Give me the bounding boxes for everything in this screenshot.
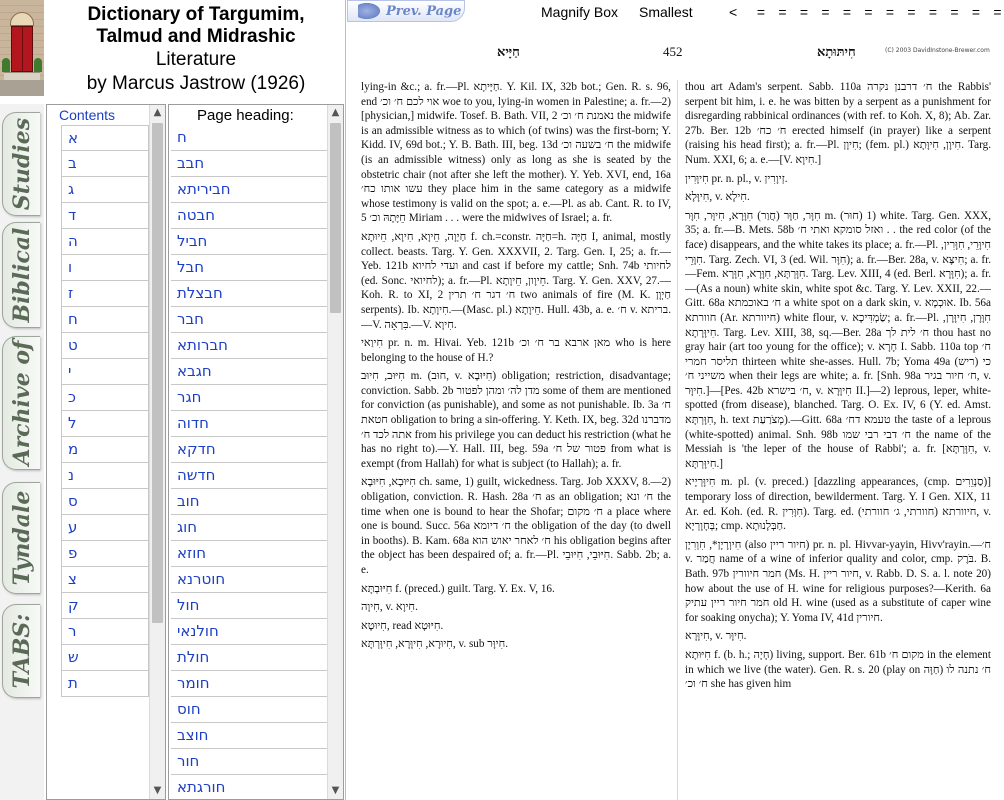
- page-heading-link[interactable]: חול: [177, 596, 200, 614]
- zoom-step-link[interactable]: =: [993, 4, 1002, 20]
- list-item[interactable]: [171, 125, 327, 151]
- list-item[interactable]: [61, 645, 149, 671]
- list-item[interactable]: [61, 463, 149, 489]
- list-item[interactable]: [61, 437, 149, 463]
- letter-link[interactable]: ז: [68, 284, 74, 302]
- zoom-step-link[interactable]: =: [799, 4, 809, 20]
- title-line-4: by Marcus Jastrow (1926): [86, 73, 306, 94]
- page-heading-link[interactable]: חברותא: [177, 336, 228, 354]
- list-item[interactable]: [61, 593, 149, 619]
- zoom-step-link[interactable]: =: [885, 4, 895, 20]
- letter-link[interactable]: א: [68, 129, 79, 147]
- zoom-step-link[interactable]: =: [950, 4, 959, 20]
- letter-link[interactable]: ב: [68, 154, 77, 172]
- page-heading-link[interactable]: חוג: [177, 518, 198, 536]
- page-heading-link[interactable]: חור: [177, 752, 200, 770]
- list-item[interactable]: [171, 255, 327, 281]
- page-heading-link[interactable]: חוטרנא: [177, 570, 226, 588]
- site-logo[interactable]: [0, 0, 44, 96]
- list-item[interactable]: [171, 593, 327, 619]
- page-heading-link[interactable]: חדוה: [177, 414, 209, 432]
- zoom-step-link[interactable]: =: [842, 4, 852, 20]
- list-item[interactable]: [61, 411, 149, 437]
- tab-studies[interactable]: Studies: [2, 112, 40, 216]
- letter-link[interactable]: פ: [68, 544, 78, 562]
- page-heading-link[interactable]: חורגתא: [177, 778, 226, 796]
- contents-scrollbar[interactable]: [149, 105, 165, 799]
- list-item[interactable]: [171, 619, 327, 645]
- list-item[interactable]: [61, 333, 149, 359]
- list-item[interactable]: [61, 203, 149, 229]
- page-heading-title: Page heading:: [197, 107, 294, 124]
- tab-archive-of[interactable]: Archive of: [2, 336, 40, 470]
- tab-tyndale[interactable]: Tyndale: [2, 482, 40, 594]
- page-heading-link[interactable]: חביריתא: [177, 180, 231, 198]
- dictionary-entry: חִיוּרָא, חִיוָּרָא, חִיוָּרְתָּא, v. sub חִיוָּר.: [361, 638, 509, 651]
- list-item[interactable]: [61, 619, 149, 645]
- page-toolbar: [347, 0, 1004, 24]
- tab-tabs[interactable]: TABS:: [2, 604, 40, 698]
- list-item[interactable]: [171, 359, 327, 385]
- scroll-down-arrow-icon[interactable]: ▼: [153, 785, 162, 796]
- list-item[interactable]: [171, 645, 327, 671]
- page-heading-link[interactable]: חבל: [177, 258, 204, 276]
- list-item[interactable]: [61, 177, 149, 203]
- letter-link[interactable]: כ: [68, 388, 76, 406]
- list-item[interactable]: [61, 541, 149, 567]
- zoom-step-link[interactable]: =: [778, 4, 787, 20]
- dictionary-entry: חִיוּטָא, read חִיּוּטָא.: [361, 619, 444, 632]
- page-heading-link[interactable]: חבצלת: [177, 284, 223, 302]
- dictionary-entry: חִיוְרָיָן*, חִוְרִיָן (also חיור ריין) pr. n. pl. Hivvar-yayin, Hivv'rayin.—ח׳ v. חֲמַר name of a wine of inferior quality and color, cmp. בֹּרֶק. B. Bath. 97b חמר חיוורין (Ms. H. חיור ריין, v. Rabb. D. S. a. l. note 20) how about the use of H. wine for religious purposes?—Kerith. 6a חמר חיור ריין עתיק old H. wine (used as a substitute of caper wine for soaking onycha); Y. Yoma IV, 41d חיורין.: [685, 538, 991, 624]
- scroll-thumb[interactable]: [330, 123, 341, 313]
- zoom-step-link[interactable]: =: [756, 4, 766, 20]
- list-item[interactable]: [171, 151, 327, 177]
- letter-link[interactable]: ה: [68, 232, 78, 250]
- letter-link[interactable]: נ: [68, 466, 75, 484]
- list-item[interactable]: [61, 125, 149, 151]
- scroll-up-arrow-icon[interactable]: ▲: [331, 107, 340, 118]
- prev-page-icon: [358, 3, 380, 19]
- zoom-step-link[interactable]: =: [907, 4, 916, 20]
- dictionary-page: [347, 40, 1004, 800]
- letter-link[interactable]: ל: [68, 414, 77, 432]
- smallest-link[interactable]: Smallest: [639, 4, 693, 20]
- list-item[interactable]: [61, 307, 149, 333]
- list-item[interactable]: [61, 515, 149, 541]
- page-heading-link[interactable]: חולנאי: [177, 622, 219, 640]
- page-heading-link[interactable]: חולת: [177, 648, 210, 666]
- right-frame: [347, 0, 1004, 800]
- list-item[interactable]: [61, 489, 149, 515]
- letter-link[interactable]: ד: [68, 206, 77, 224]
- list-item[interactable]: [171, 307, 327, 333]
- page-header: [347, 44, 1004, 66]
- letter-link[interactable]: ג: [68, 180, 75, 198]
- scroll-up-arrow-icon[interactable]: ▲: [153, 107, 162, 118]
- list-item[interactable]: [171, 515, 327, 541]
- list-item[interactable]: [171, 333, 327, 359]
- tab-biblical[interactable]: Biblical: [2, 222, 40, 328]
- list-item[interactable]: [171, 385, 327, 411]
- page-heading-pane: [168, 104, 344, 800]
- letter-link[interactable]: מ: [68, 440, 79, 458]
- list-item[interactable]: [61, 151, 149, 177]
- list-item[interactable]: [171, 411, 327, 437]
- page-heading-link[interactable]: ח: [177, 128, 187, 146]
- list-item[interactable]: [171, 203, 327, 229]
- zoom-step-link[interactable]: =: [864, 4, 873, 20]
- list-item[interactable]: [61, 255, 149, 281]
- dictionary-entry: חִיוָּרִין pr. n. pl., v. זְיוָרִין.: [685, 172, 788, 185]
- column-divider: [677, 80, 678, 800]
- page-heading-right: חִיתּוּתָא: [817, 45, 856, 60]
- page-heading-left: חַיָּיא: [497, 45, 520, 60]
- title-line-3: Literature: [155, 49, 237, 70]
- copyright-notice: (C) 2003 DavidInstone-Brewer.com: [885, 47, 990, 54]
- dictionary-entry: חִיּוּתָא f. (b. h.; חָיָה) living, support. Ber. 61b מקום ח׳ in the element in which we live (the water). Gen. R. s. 20 (play on חַוָּה) ח׳ נתנה לו ח׳ וכ׳ she has given him: [685, 648, 991, 691]
- side-tabs: [0, 104, 44, 800]
- scroll-down-arrow-icon[interactable]: ▼: [331, 785, 340, 796]
- page-heading-link[interactable]: חומר: [177, 674, 210, 692]
- list-item[interactable]: [171, 541, 327, 567]
- left-frame: [0, 0, 346, 800]
- dictionary-entry: חִיּוּבְתָּא f. (preced.) guilt. Targ. Y. Ex. V, 16.: [361, 582, 555, 595]
- list-item[interactable]: [171, 437, 327, 463]
- page-heading-link[interactable]: חבר: [177, 310, 204, 328]
- right-column: [685, 80, 991, 800]
- zoom-step-link[interactable]: =: [971, 4, 981, 20]
- letter-link[interactable]: ח: [68, 310, 78, 328]
- list-item[interactable]: [171, 177, 327, 203]
- page-heading-link[interactable]: חדקא: [177, 440, 216, 458]
- dictionary-entry: חִיּוּבָא, חִיּוּבָא ch. same, 1) guilt, wickedness. Targ. Job XXXV, 8.—2) obligation, conviction. R. Hash. 28a ח׳ as an obligation; ח׳ ונא the time when one is bound to hear the Shofar; ח׳ מקום a place where one is bound. Succ. 56a ח׳ דיומא the obligation of the day (to dwell in booths). B. Kam. 68a ח׳ לאחר יאוש הוא his obligation begins after the object has been despaired of; a. fr.—Pl. חִיּוּבֵי, חִיּוּבֵי. Sabb. 2b; a. e.: [361, 476, 671, 576]
- list-item[interactable]: [171, 671, 327, 697]
- book-title: [46, 4, 346, 96]
- list-item[interactable]: [61, 359, 149, 385]
- letter-link[interactable]: י: [68, 362, 72, 380]
- list-item[interactable]: [171, 229, 327, 255]
- letter-link[interactable]: ס: [68, 492, 78, 510]
- page-heading-link[interactable]: חוס: [177, 700, 201, 718]
- page-heading-link[interactable]: חביל: [177, 232, 208, 250]
- letter-link[interactable]: ק: [68, 596, 79, 614]
- magnify-box-link[interactable]: Magnify Box: [541, 4, 619, 20]
- dictionary-entry: חִיּוּב, חִיוּב m. (חוּב, v. חִיּוּבָא) obligation; restriction, disadvantage; conviction. Sabb. 2b מדן לה׳ ומהן לפטור some of them are mentioned for conviction (as punishable), and some as not punishable. Ib. 3a ח׳ חטאת obligation to bring a sin-offering. Y. Keth. IX, beg. 32d מדברנו אתה לכד ח׳ from his privilege you can deduct his restriction (what he has no right to).—Y. Hall. III, beg. 59a פטור של ח׳ from what is exempt (from Hallah) for what is subject (to Hallah); a. fr.: [361, 370, 671, 470]
- zoom-step-link[interactable]: =: [928, 4, 938, 20]
- list-item[interactable]: [171, 281, 327, 307]
- dictionary-entry: חִיוָה, v. חִיוָא.: [361, 601, 418, 614]
- left-column: [361, 80, 671, 800]
- page-heading-list: [171, 125, 327, 800]
- header: [0, 0, 346, 100]
- contents-pane: [46, 104, 166, 800]
- page-heading-link[interactable]: חבב: [177, 154, 205, 172]
- page-number: 452: [663, 44, 683, 59]
- contents-title: Contents: [59, 107, 116, 123]
- dictionary-entry: חִיוַאי pr. n. m. Hivai. Yeb. 121b מאן ארבא בר ח׳ וכ׳ who is here belonging to the house of H.?: [361, 337, 671, 364]
- letter-link[interactable]: ש: [68, 648, 79, 666]
- page-heading-link[interactable]: חבטה: [177, 206, 215, 224]
- title-line-2: Talmud and Midrashic: [96, 26, 296, 47]
- page-heading-link[interactable]: חדשה: [177, 466, 216, 484]
- letter-link[interactable]: ר: [68, 622, 77, 640]
- list-item[interactable]: [171, 749, 327, 775]
- page-heading-link[interactable]: חוצב: [177, 726, 209, 744]
- dictionary-entry: thou art Adam's serpent. Sabb. 110a ח׳ דרבנן נקרה the Rabbis' serpent bit him, i. e. he was bitten by a serpent as a punishment for disregarding rabbinical ordinances (with ref. to Koh. X, 8); Ab. Zar. 27b. Ber. 12b ח׳ כח׳ erected himself (in prayer) like a serpent (raising his head first); a. fr.—Pl. חִיוָן; (fem. pl.) חִיוָן, חִיוָּתָא. Targ. Num. XXI, 6; a. e.—[V. חִיוָא.]: [685, 81, 991, 166]
- title-line-1: Dictionary of Targumim,: [87, 4, 305, 25]
- page-heading-link[interactable]: חגר: [177, 388, 202, 406]
- letter-link[interactable]: ט: [68, 336, 78, 354]
- dictionary-entry: חַיְוָה, חֵיוָא, חִיוָא, חֵיוּתָא f. ch.=constr. חַיָּה=h. חַיָּה I, animal, mostly collect. beasts. Targ. Y. Gen. XXXVII, 2. Targ. Gen. I, 25; a. fr.—Yeb. 121b ועדי לחיוא and cast if before my cattle; Snh. 74b לחיותי (ed. Sonc. לחיואי); a. fr.—Pl. חֵיוָון, חֵיוָתָא. Targ. Y. Gen. XXV, 27.—Koh. R. to XI, 2 ח׳ דגר ח׳ תרין two animals of fire (M. K. חַיְוָן serpents). Ib. חִיוָתָא.—(Masc. pl.) חֵיוָתָא. Hull. 43b, a. e. ח׳ v. בריתא.—V. בִּרְאָה.—V. חִיוָא.: [361, 230, 671, 331]
- list-item[interactable]: [171, 697, 327, 723]
- page-heading-link[interactable]: חגבא: [177, 362, 212, 380]
- list-item[interactable]: [171, 463, 327, 489]
- zoom-step-link[interactable]: =: [821, 4, 830, 20]
- list-item[interactable]: [61, 671, 149, 697]
- page-heading-link[interactable]: חוב: [177, 492, 200, 510]
- letters-list: [61, 125, 155, 697]
- zoom-out-link[interactable]: <: [729, 4, 738, 20]
- scroll-thumb[interactable]: [152, 123, 163, 623]
- list-item[interactable]: [61, 385, 149, 411]
- dictionary-entry: חִיוָּרָא, v. חִיוָּר.: [685, 630, 747, 643]
- dictionary-entry: חִוָּר, חַוָּר (חֲוַר) חִוָּרָא, חִיוָּר, חִוָּר m. (חוּר) 1) white. Targ. Gen. XXX, 35; a. fr.—B. Mets. 58b ואזל סומקא ואתי ח׳ . . the red color (of the face) disappears, and the white takes its place; a. fr.—Pl. חִיוָּרֵי, חִוָּרִין, חִוָּרֵי. Targ. Zech. VI, 3 (ed. Wil. חִוָּר); a. fr.—Ber. 28a, v. חִיצָּא; a. fr.—Fem. חִוָּרְתָּא, חִוָּרָא, חִוָּרָא. Targ. Lev. XIII, 4 (ed. Berl. חִוָּרָא); a. fr.—(As a noun) white skin, white spot &c. Targ. Y. Lev. XXII, 22.—Gitt. 68a ח׳ באוכמתא a white spot on a dark skin, v. אוּכְמָא. Ib. 56a חוורתא (Ar. חיוורתא) white flour, v. שַׂמְדִּיכָא; a. fr.—Pl. חִוָּרָן, חִיוָּרָן, חִיוָּרָתָא. Targ. Lev. XIII, 38, sq.—Ber. 28a ח׳ לית לך thou hast no gray hair (art too young for the office); v. חָרָא I. Sabb. 110a top ח׳ תליסר חמרי thirteen white she-asses. Hull. 7b; Yoma 49a (ריש) כי משייני ח׳ when their legs are white; a. fr. [Snh. 98a ח׳ חיור בגיר, v. חִיוָּר.]—[Pes. 42b ח׳ בישרא, v. חִיוָּרָא II.]—2) leprous, leper, white-spotted (from disease), blanched. Targ. O. Ex. IV, 6 (Y. ed. Amst. חִוָּרְתָּא, h. text מְצֹרַעַת).—Gitt. 68a טעמא דח׳ the taste of a leprous (white-spotted) animal. Snh. 98b ח׳ דבי רבי שמו the name of the Messiah is 'the leper of the house of Rabbi'; a. fr. [חִוָּרְתָּא, v. חִיוָּרְתָּא.]: [685, 209, 991, 470]
- list-item[interactable]: [61, 281, 149, 307]
- dictionary-entry: lying-in &c.; a. fr.—Pl. חַיָּיתָא. Y. Kil. IX, 32b bot.; Gen. R. s. 96, end אוי לכם ח׳ וכ׳ woe to you, lying-in women in Palestine; a. fr.—2) [physician,] midwife. Tosef. B. Bath. VII, 2 נאמנת ח׳ וכ׳ the midwife is an admissible witness as to which (of twins) was the first-born; Y. Kidd. IV, 69d bot.; Y. B. Bath. III, beg. 13d ח׳ בשעה וכ׳ the midwife (is an admissible witness) only as long as she is seated by the obstetric chair (not after she left the mother). Y. Yeb. XVI, end, 16a עשו אותו כח׳ they place him in the same category as a midwife whose testimony is valid on the spot; a. e.—Pl. as ab. Cant. R. to IV, 5 חֵיָּתָהּ וכ׳ Miriam . . . were the midwives of Israel; a. fr.: [361, 81, 671, 225]
- prev-page-button[interactable]: Prev. Page: [347, 0, 465, 22]
- dictionary-entry: חִיוָּרְיָיא m. pl. (v. preced.) [dazzling appearances, (cmp. סַנְוֵרִים)] temporary loss of direction, bewilderment. Targ. Y. I Gen. XIX, 11 Ar. ed. Koh. (ed. R. חִוָּרִין). Targ. ed. חיוורתא (חוורתי, ג׳ חוורתי), v. בְּחָוָרְיָא; cmp. חַבְּלָנוּתָא.: [685, 476, 991, 533]
- letter-link[interactable]: ו: [68, 258, 73, 276]
- list-item[interactable]: [61, 567, 149, 593]
- letter-link[interactable]: ע: [68, 518, 78, 536]
- list-item[interactable]: [171, 489, 327, 515]
- list-item[interactable]: [61, 229, 149, 255]
- page-heading-link[interactable]: חוזא: [177, 544, 207, 562]
- list-item[interactable]: [171, 723, 327, 749]
- dictionary-entry: חִיוָּלָא, v. חִילָא.: [685, 191, 750, 204]
- list-item[interactable]: [171, 775, 327, 800]
- letter-link[interactable]: צ: [68, 570, 77, 588]
- list-item[interactable]: [171, 567, 327, 593]
- page-heading-scrollbar[interactable]: [327, 105, 343, 799]
- letter-link[interactable]: ת: [68, 674, 78, 692]
